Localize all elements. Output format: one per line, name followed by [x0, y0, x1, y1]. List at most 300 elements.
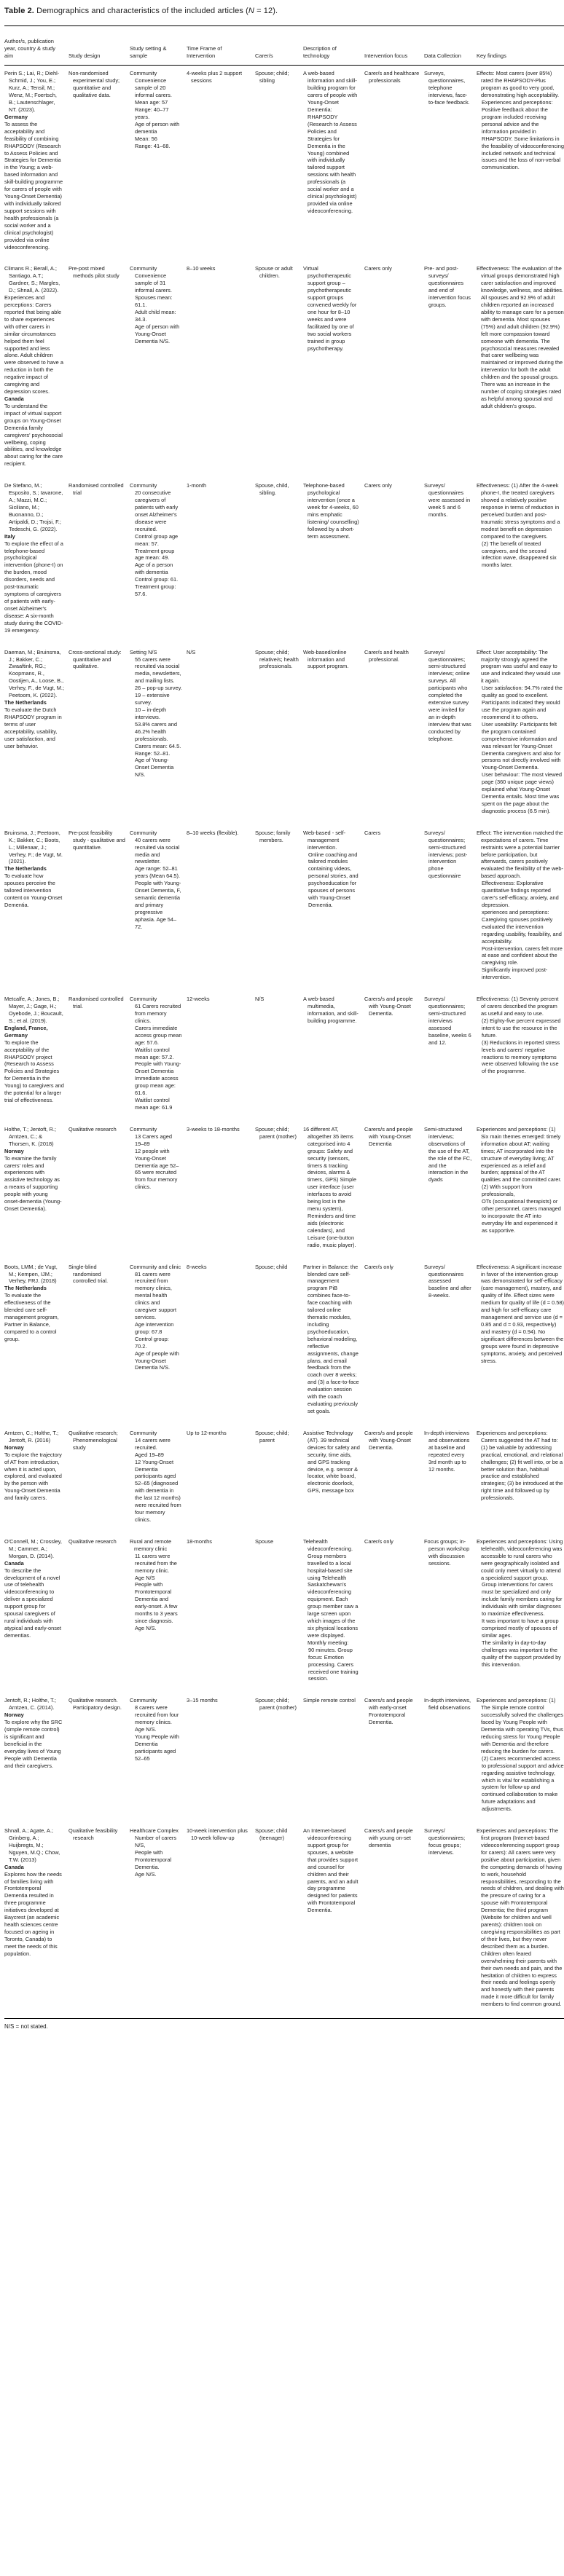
focus-text: Carers — [364, 829, 381, 836]
aim-text: To examine the family carers' roles and experiences with assistive technology as a means of supporting people with young onset-dementia (Young-Onset Dementia). — [4, 1154, 62, 1213]
cell-data-collection-line: Surveys/ questionnaires; focus groups; interviews. — [424, 1827, 466, 1856]
cell-setting-sample-line: Convenience sample of 20 informal carers. — [135, 77, 172, 99]
cell-study-design — [68, 261, 130, 478]
cell-technology-line: Virtual psychotherapeutic support group – psychotherapeutic support groups convened weekly for one hour for 8–10 weeks and were facilitated by one of two social workers trained in group psychotherapy. — [303, 265, 357, 352]
design-text: Pre-post mixed methods pilot study — [68, 265, 120, 280]
design-text: Randomised controlled trial. — [68, 996, 124, 1010]
cell-key-findings-line: Effectiveness: (1) Seventy percent of carers described the program as useful and easy to use. — [477, 996, 559, 1017]
col-header-setting-sample: Study setting & sample — [130, 26, 187, 66]
cell-timeframe — [187, 261, 255, 478]
table-caption-n: N — [248, 7, 254, 15]
cell-setting-sample — [130, 1425, 187, 1534]
cell-author-aim — [4, 1534, 68, 1693]
cell-technology-line: An Internet-based videoconferencing support group for spouses, a website that provides support and counsel for children and their parents, and an adult day programme designed for patients with Frontotemporal Dementia. — [303, 1827, 359, 1914]
demographics-table — [4, 25, 564, 2019]
authors-text: O'Connell, M.; Crossley, M.; Cammer, A.; Morgan, D. (2014). — [4, 1537, 62, 1559]
cell-key-findings-line: The similarity in day-to-day challenges was important to the quality of the support provided by this intervention. — [482, 1639, 561, 1668]
cell-key-findings-line: (2) Eighty-five percent expressed intent to use the resource in the future. — [482, 1017, 561, 1039]
cell-carers — [255, 645, 303, 825]
cell-setting-sample-line: Community — [130, 70, 157, 77]
cell-setting-sample-line: Spouses mean: 61.1. — [135, 294, 173, 309]
cell-key-findings-line: User satisfaction: 94.7% rated the quality as good to excellent. Participants indicated they would use the program again and recommend it to others. — [482, 685, 563, 720]
author-note-text: Experiences and perceptions: Carers reported that being able to share experiences with other carers in similar circumstances helped them feel supported and less alone. Adult children were observed to have a reduction in both the negative impact of caregiving and depression scores. — [4, 294, 63, 395]
cell-carers — [255, 991, 303, 1122]
cell-setting-sample-line: Age of Young-Onset Dementia N/S. — [135, 757, 174, 779]
country-text: Norway — [4, 1712, 24, 1719]
authors-text: Shnall, A.; Agate, A.; Grinberg, A.; Huijbregts, M.; Nguyen, M.Q.; Chow, T.W. (2013) — [4, 1827, 60, 1863]
cell-setting-sample — [130, 1259, 187, 1425]
cell-setting-sample-line: 40 carers were recruited via social media and newsletter. — [135, 836, 180, 865]
cell-setting-sample-line: Age of person with Young-Onset Dementia N/S. — [135, 323, 180, 344]
cell-intervention-focus — [364, 645, 424, 825]
design-text: Single-blind randomised controlled trial. — [68, 1263, 109, 1285]
carers-text: Spouse; child; parent — [255, 1429, 289, 1443]
cell-key-findings-line: Experiences and perceptions: (1) Six main themes emerged: timely information about AT; waiting times; AT incorporated into the structure of everyday living; AT experienced as a relief and burden; appraisal of the AT qualities and the committed carer. — [477, 1125, 562, 1183]
cell-data-collection — [424, 1534, 477, 1693]
cell-setting-sample-line: Immediate access group mean age: 61.6. — [135, 1075, 179, 1097]
cell-data-collection — [424, 1122, 477, 1259]
cell-setting-sample-line: People with Frontotemporal Dementia. — [135, 1848, 172, 1870]
cell-author-aim — [4, 825, 68, 991]
carers-text: Spouse or adult children. — [255, 265, 293, 280]
focus-text: Carer/s and health professional. — [364, 648, 409, 663]
focus-text: Carers/s and people with Young-Onset Dementia — [364, 1125, 413, 1147]
cell-setting-sample-line: Community — [130, 265, 157, 272]
design-text: Qualitative feasibility research — [68, 1827, 118, 1842]
cell-setting-sample-line: 8 carers were recruited from four memory clinics. — [135, 1704, 179, 1726]
cell-setting-sample-line: Treatment group age mean: 49. — [135, 547, 175, 562]
carers-text: N/S — [255, 996, 265, 1003]
design-text: Qualitative research; Phenomenological study — [68, 1429, 118, 1451]
cell-setting-sample-line: 14 carers were recruited. — [135, 1436, 171, 1451]
cell-key-findings-line: Experiences and perceptions: Carers suggested the AT had to: (1) be valuable by addressing practical, emotional, and relational challenges; (2) fit well into, or be a better solution than, habitual practice and established strategies; (3) be introduced at the right time and followed up by professionals. — [477, 1429, 563, 1502]
cell-setting-sample-line: Carers immediate access group mean age: 57.6. — [135, 1024, 182, 1046]
cell-key-findings-line: It was important to have a group comprised mostly of spouses of similar ages. — [482, 1618, 559, 1639]
table-row — [4, 1259, 564, 1425]
cell-author-aim — [4, 645, 68, 825]
table-row — [4, 991, 564, 1122]
cell-setting-sample-line: Community — [130, 996, 157, 1003]
cell-key-findings-line: Effect: User acceptability: The majority strongly agreed the program was useful and easy to use and indicated they would use it again. — [477, 648, 561, 685]
cell-author-aim — [4, 1122, 68, 1259]
cell-carers — [255, 261, 303, 478]
cell-technology — [303, 645, 364, 825]
cell-study-design — [68, 825, 130, 991]
carers-text: Spouse; child (teenager) — [255, 1827, 288, 1842]
cell-setting-sample-line: Range: 41–68. — [135, 142, 171, 149]
cell-technology — [303, 1693, 364, 1823]
aim-text: To explore the acceptability of the RHAPSODY project (Research to Assess Policies and Strategies for Dementia in the Young) to caregivers and the potential for a larger trial of effectiveness. — [4, 1039, 64, 1104]
cell-technology-line: Telephone-based psychological intervention (once a week for 4-weeks, 60 mins emphatic listening/ counselling) followed by a short-term assessment. — [303, 482, 359, 540]
cell-key-findings-line: User useability: Participants felt the program contained comprehensive information and was relevant for Young-Onset Dementia caregivers and also for persons not directly involved with Young-Onset Dementia. — [482, 720, 561, 771]
design-text: Qualitative research — [68, 1125, 117, 1133]
cell-setting-sample-line: 81 carers were recruited from memory clinics, mental health clinics and caregiver support services. — [135, 1270, 177, 1321]
cell-setting-sample-line: Aged 19–89 — [135, 1451, 164, 1458]
timeframe-text: 10-week intervention plus 10-week follow-up — [187, 1827, 248, 1842]
focus-text: Carer/s only — [364, 1537, 393, 1545]
cell-setting-sample-line: Mean: 56 — [135, 135, 157, 142]
table-row — [4, 1693, 564, 1823]
focus-text: Carers only — [364, 265, 392, 272]
cell-setting-sample-line: Waitlist control mean age: 61.9 — [135, 1097, 173, 1111]
cell-setting-sample — [130, 991, 187, 1122]
cell-technology-line: Telehealth videoconferencing. Group members travelled to a local hospital-based site using Telehealth Saskatchewan's videoconferencing equipment. Each group member saw a large screen upon which images of the six physical locations were displayed. Monthly meeting: — [303, 1537, 359, 1646]
cell-data-collection — [424, 645, 477, 825]
focus-text: Carers/s and people with early-onset Frontotemporal Dementia. — [364, 1697, 413, 1726]
cell-data-collection — [424, 1425, 477, 1534]
cell-data-collection-line: Surveys/ questionnaires were assessed in week 5 and 6 months. — [424, 482, 471, 518]
cell-setting-sample-line: Age N/S. — [135, 1624, 157, 1631]
cell-key-findings — [477, 1259, 564, 1425]
timeframe-text: 8–10 weeks (flexible). — [187, 829, 239, 836]
cell-technology — [303, 1425, 364, 1534]
cell-data-collection — [424, 478, 477, 644]
timeframe-text: 12-weeks — [187, 996, 210, 1003]
cell-key-findings — [477, 825, 564, 991]
table-row — [4, 1534, 564, 1693]
cell-author-aim — [4, 1693, 68, 1823]
col-header-data-collection: Data Collection — [424, 26, 477, 66]
cell-key-findings — [477, 478, 564, 644]
cell-setting-sample-line: Carers mean: 64.5. — [135, 742, 181, 749]
cell-setting-sample-line: 10 – in-depth interviews. — [135, 706, 167, 720]
cell-intervention-focus — [364, 1693, 424, 1823]
focus-text: Carer/s only — [364, 1263, 393, 1270]
cell-study-design — [68, 66, 130, 261]
cell-study-design — [68, 478, 130, 644]
cell-timeframe — [187, 645, 255, 825]
cell-setting-sample-line: 61 Carers recruited from memory clinics. — [135, 1003, 181, 1024]
table-row — [4, 478, 564, 644]
cell-setting-sample-line: Age of people with Young-Onset Dementia N/S. — [135, 1350, 179, 1371]
cell-setting-sample-line: 53.8% carers and 46.2% health professionals. — [135, 720, 177, 742]
cell-study-design — [68, 1122, 130, 1259]
cell-setting-sample — [130, 478, 187, 644]
cell-technology-line: A web-based information and skill-building program for carers of people with Young-Onset Dementia: RHAPSODY (Research to Assess Policies and Strategies for Dementia in the Young) combined with individually tailored support sessions with health professionals (a social worker and a clinical psychologist) provided via online videoconferencing. — [303, 70, 358, 214]
cell-carers — [255, 1259, 303, 1425]
cell-setting-sample-line: Healthcare Complex — [130, 1827, 179, 1835]
cell-author-aim — [4, 991, 68, 1122]
cell-technology-line: Web-based - self-management intervention. — [303, 829, 346, 851]
aim-text: To explore the trajectory of AT from introduction, when it is acted upon, explored, and evaluated by the person with Young-Onset Dementia and family carers. — [4, 1451, 62, 1502]
aim-text: To evaluate how spouses perceive the tailored intervention content on Young-Onset Dementia. — [4, 873, 63, 909]
col-header-key-findings: Key findings — [477, 26, 564, 66]
aim-text: To evaluate the Dutch RHAPSODY program in terms of user acceptability, usability, user satisfaction, and user behavior. — [4, 706, 62, 749]
cell-setting-sample-line: Treatment group: 57.6. — [135, 583, 176, 598]
cell-technology — [303, 1823, 364, 2019]
authors-text: Perin S.; Lai, R.; Diehl-Schmid, J.; You, E.; Kurz, A.; Tensil, M.; Wenz, M.; Foertsch, B.; Lautenschlager, NT. (2023). — [4, 70, 60, 113]
cell-key-findings — [477, 645, 564, 825]
cell-key-findings-line: Significantly improved post-intervention. — [482, 966, 548, 981]
cell-author-aim — [4, 66, 68, 261]
aim-text: To describe the development of a novel use of telehealth videoconferencing to deliver a specialized support group for spousal caregivers of rural individuals with atypical and early-onset dementias. — [4, 1567, 62, 1639]
aim-text: To explore why the SRC (simple remote control) is significant and beneficial in the everyday lives of Young People with Dementia and their caregivers. — [4, 1719, 63, 1769]
cell-key-findings-line: Effect: The intervention matched the expectations of carers. Time restraints were a potential barrier before participation, but afterwards, carers positively evaluated the flexibility of the web-based approach. — [477, 829, 563, 880]
cell-intervention-focus — [364, 261, 424, 478]
cell-carers — [255, 478, 303, 644]
timeframe-text: 4-weeks plus 2 support sessions — [187, 70, 242, 84]
cell-setting-sample — [130, 66, 187, 261]
cell-setting-sample — [130, 1693, 187, 1823]
cell-setting-sample-line: Age N/S. — [135, 1870, 157, 1878]
cell-setting-sample-line: 12 Young-Onset Dementia participants aged 52–65 (diagnosed with dementia in the last 12 months) were recruited from four memory clinics. — [135, 1458, 181, 1523]
country-text: Norway — [4, 1147, 24, 1154]
cell-setting-sample-line: Adult child mean: 34.3. — [135, 308, 176, 323]
cell-setting-sample-line: 55 carers were recruited via social media, newsletters, and mailing lists. — [135, 655, 181, 685]
cell-data-collection — [424, 991, 477, 1122]
cell-setting-sample-line: 19 – extensive survey. — [135, 692, 170, 706]
cell-technology-line: Web-based/online information and support program. — [303, 648, 349, 670]
cell-setting-sample-line: People with Frontotemporal Dementia and early-onset. A few months to 3 years since diagnosis. — [135, 1581, 178, 1625]
cell-key-findings-line: (2) With support from professionals, — [482, 1183, 533, 1198]
cell-setting-sample-line: Community — [130, 1697, 157, 1704]
cell-key-findings — [477, 1122, 564, 1259]
aim-text: To assess the acceptability and feasibility of combining RHAPSODY (Research to Assess Policies and Strategies for Dementia in the Young; a web-based information and skill-building programme for carers of people with Young-Onset Dementia) with individually tailored support sessions with health professionals (a social worker and a clinical psychologist) provided via online videoconferencing. — [4, 120, 63, 251]
authors-text: Arntzen, C.; Holthe, T.; Jentoft, R. (2016) — [4, 1429, 59, 1443]
cell-intervention-focus — [364, 1823, 424, 2019]
cell-setting-sample-line: 11 carers were recruited from the memory clinic. — [135, 1552, 177, 1574]
timeframe-text: N/S — [187, 648, 196, 655]
cell-key-findings — [477, 1534, 564, 1693]
cell-technology-line: 90 minutes. Group focus: Emotion processing. Carers received one training session. — [308, 1646, 359, 1682]
table-body — [4, 66, 564, 2019]
focus-text: Carer/s and healthcare professionals — [364, 70, 420, 84]
country-text: The Netherlands — [4, 865, 47, 873]
country-text: The Netherlands — [4, 699, 47, 706]
cell-key-findings-line: User behaviour: The most viewed page (360 unique page views) explained what Young-Onset Dementia entails. Most time was spent on the page about the diagnostic process (6.5 min). — [482, 771, 562, 814]
country-text: The Netherlands — [4, 1285, 47, 1292]
cell-key-findings-line: Post-intervention, carers felt more at ease and confident about the caregiving role. — [482, 945, 563, 966]
cell-setting-sample-line: Range: 40–77 years. — [135, 106, 169, 120]
cell-setting-sample-line: Range: 52–81. — [135, 749, 171, 757]
cell-data-collection-line: Surveys/ questionnaires; semi-structured interviews; post-intervention phone questionnaire — [424, 829, 468, 880]
cell-author-aim — [4, 1823, 68, 2019]
aim-text: To explore the effect of a telephone-based psychological intervention (phone-I) on the burden, mood disorders, needs and post-traumatic symptoms of caregivers of patients with early-onset Alzheimer's disease: A six-month study during the COVID-19 emergency. — [4, 540, 63, 634]
cell-intervention-focus — [364, 478, 424, 644]
cell-intervention-focus — [364, 825, 424, 991]
table-row — [4, 825, 564, 991]
col-header-author-aim: Author/s, publication year, country & study aim — [4, 26, 68, 66]
cell-data-collection-line: Pre- and post-surveys/ questionnaires and end of intervention focus groups. — [424, 265, 471, 309]
cell-key-findings-line: Experiences and perceptions: Positive feedback about the program included receiving personal advice and the information provided in RHAPSODY. Some limitations in the feasibility of videoconferencing included network and technical issues and the loss of non-verbal communication. — [482, 99, 564, 171]
cell-intervention-focus — [364, 66, 424, 261]
cell-timeframe — [187, 66, 255, 261]
cell-timeframe — [187, 825, 255, 991]
cell-key-findings-line: Experiences and perceptions: Using telehealth, videoconferencing was accessible to rural carers who were geographically isolated and could only meet virtually to attend a specialized support group. — [477, 1537, 563, 1581]
cell-data-collection — [424, 1693, 477, 1823]
cell-timeframe — [187, 478, 255, 644]
timeframe-text: 8-weeks — [187, 1263, 207, 1270]
cell-setting-sample-line: 26 – pop-up survey. — [135, 685, 182, 692]
cell-author-aim — [4, 261, 68, 478]
cell-setting-sample-line: 20 consecutive caregivers of patients with early onset Alzheimer's disease were recruited. — [135, 489, 179, 532]
cell-key-findings-line: (3) Reductions in reported stress levels and carers' negative reactions to memory symptoms were observed following the use of the programme. — [482, 1039, 560, 1075]
cell-timeframe — [187, 1425, 255, 1534]
cell-technology — [303, 261, 364, 478]
cell-study-design — [68, 1823, 130, 2019]
carers-text: Spouse; child; relative/s; health professionals. — [255, 648, 299, 670]
cell-data-collection-line: Surveys/ questionnaires; semi-structured interviews; online surveys. All participants who completed the extensive survey were invited for an in-depth interview that was conducted by telephone. — [424, 648, 471, 742]
cell-setting-sample-line: People with Young-Onset Dementia, F, semantic dementia and primary progressive aphasia. Age 54–72. — [135, 880, 181, 930]
cell-technology-line: A web-based multimedia, information, and skill-building programme. — [303, 996, 359, 1024]
country-text: Canada — [4, 1559, 24, 1567]
cell-intervention-focus — [364, 991, 424, 1122]
country-text: Canada — [4, 1863, 24, 1870]
design-text: Cross-sectional study: quantitative and qualitative. — [68, 648, 122, 670]
cell-technology-line: Simple remote control — [303, 1697, 356, 1704]
country-text: England, France, Germany — [4, 1024, 48, 1039]
timeframe-text: 3–15 months — [187, 1697, 218, 1704]
cell-study-design — [68, 1259, 130, 1425]
cell-setting-sample-line: Community and clinic — [130, 1263, 181, 1270]
focus-text: Carers/s and people with Young-Onset Dementia. — [364, 1429, 413, 1451]
aim-text: To understand the impact of virtual support groups on Young-Onset Dementia family caregivers' psychosocial wellbeing, coping abilities, and knowledge about caring for the care recipient. — [4, 402, 63, 468]
cell-key-findings — [477, 1693, 564, 1823]
focus-text: Carers only — [364, 482, 392, 489]
timeframe-text: 8–10 weeks — [187, 265, 216, 272]
cell-key-findings-line: Effectiveness: Explorative quantitative findings reported carer's self-efficacy, anxiety, and depression. — [482, 880, 559, 909]
cell-setting-sample-line: Control group: 61. — [135, 576, 179, 583]
design-text: Randomised controlled trial — [68, 482, 124, 497]
cell-setting-sample-line: 13 Carers aged 19–89 — [135, 1133, 172, 1147]
table-row — [4, 1425, 564, 1534]
authors-text: Boots, LMM.; de Vugt, M.; Kempen, IJM.; Verhey, FRJ. (2018) — [4, 1263, 58, 1285]
cell-study-design — [68, 1693, 130, 1823]
cell-timeframe — [187, 1259, 255, 1425]
cell-intervention-focus — [364, 1259, 424, 1425]
cell-key-findings-line: xperiences and perceptions: Caregiving spouses positively evaluated the intervention regarding usability, feasibility, and acceptability. — [482, 908, 562, 945]
cell-setting-sample — [130, 261, 187, 478]
col-header-timeframe: Time Frame of Intervention — [187, 26, 255, 66]
cell-key-findings-line: Experiences and perceptions: The first program (Internet-based videoconferencing support group for carers): All carers were very positive about participation, given the competing demands of having to work, household responsibilities, responding to the needs of children, and dealing with the pressure of caring for a spouse with Frontotemporal Dementia; the third program (Website for children and well parents): children took on caregiving responsibilities as part of their lives, but they never described them as a burden. Children often feared overwhelming their parents with their own needs and pain, and the hesitation of children to express their needs and feelings openly and honestly with their parents made it more difficult for family members to find common ground. — [477, 1827, 564, 2008]
country-text: Norway — [4, 1443, 24, 1451]
cell-intervention-focus — [364, 1534, 424, 1693]
cell-data-collection — [424, 66, 477, 261]
header-row — [4, 26, 564, 66]
design-text: Non-randomised experimental study; quantitative and qualitative data. — [68, 70, 120, 99]
cell-technology — [303, 1534, 364, 1693]
cell-setting-sample-line: Age of a person with dementia — [135, 562, 173, 576]
cell-setting-sample-line: Young People with Dementia participants aged 52–65 — [135, 1733, 179, 1762]
cell-data-collection — [424, 261, 477, 478]
table-footnote: N/S = not stated. — [4, 2023, 48, 2031]
cell-setting-sample-line: Rural and remote memory clinic — [130, 1537, 172, 1552]
table-row — [4, 261, 564, 478]
table-row — [4, 66, 564, 261]
cell-setting-sample-line: People with Young-Onset Dementia — [135, 1060, 181, 1075]
cell-setting-sample-line: Age N/S. — [135, 1726, 157, 1733]
cell-key-findings-line: Effects: Most carers (over 85%) rated the RHAPSODY-Plus program as good to very good, demonstrating high acceptability. — [477, 70, 560, 99]
cell-setting-sample-line: Age of person with dementia — [135, 120, 180, 135]
cell-setting-sample-line: 12 people with Young-Onset Dementia age 52–65 were recruited from four memory clinics. — [135, 1147, 179, 1191]
cell-setting-sample-line: Community — [130, 482, 157, 489]
cell-setting-sample-line: Number of carers N/S, — [135, 1835, 177, 1848]
cell-carers — [255, 1693, 303, 1823]
cell-carers — [255, 1534, 303, 1693]
cell-setting-sample — [130, 1122, 187, 1259]
cell-data-collection-line: In-depth interviews, field observations — [424, 1697, 471, 1712]
cell-data-collection-line: In-depth interviews and observations at baseline and repeated every 3rd month up to 12 months. — [424, 1429, 470, 1473]
authors-text: Climans R.; Berall, A.; Santiago, A.T.; Gardner, S.; Margles, D.; Shnall, A. (2022). — [4, 265, 60, 294]
focus-text: Carers/s and people with Young-Onset Dementia. — [364, 996, 413, 1017]
aim-text: Explores how the needs of families living with Frontotemporal Dementia resulted in three programme initiatives developed at Baycrest (an academic health sciences centre focused on ageing in Toronto, Canada) to meet the needs of this population. — [4, 1870, 62, 1957]
authors-text: Bruinsma, J.; Peetoom, K.; Bakker, C.; Boots, L.; Millenaar, J.; Verhey, F.; de Vugt, M. (2021). — [4, 829, 63, 865]
cell-data-collection-line: Focus groups; in-person workshop with discussion sessions. — [424, 1537, 470, 1567]
cell-setting-sample-line: Community — [130, 829, 157, 836]
cell-setting-sample-line: Community — [130, 1429, 157, 1436]
cell-data-collection — [424, 1823, 477, 2019]
carers-text: Spouse; family members. — [255, 829, 291, 843]
timeframe-text: 18-months — [187, 1537, 212, 1545]
cell-study-design — [68, 991, 130, 1122]
table-caption-text-pre: Demographics and characteristics of the included articles ( — [36, 7, 248, 15]
cell-study-design — [68, 1425, 130, 1534]
table-caption-label: Table 2. — [4, 7, 34, 15]
authors-text: Jentoft, R.; Holthe, T.; Arntzen, C. (2014). — [4, 1697, 56, 1712]
cell-technology-line: 16 different AT, altogether 35 items categorised into 4 groups: Safety and security (sensors, timers & tracking devices, alarms & timers, GPS) Simple user interface (user interfaces to avoid being lost in the menu system), Reminders and time aids (electronic calendars), and Leisure (one-button radio, music player). — [303, 1125, 356, 1248]
cell-key-findings-line: (2) Carers recommended access to professional support and advice regarding assistive technology, which is vital for establishing a system for follow-up and continued collaboration to make future adaptations and adjustments. — [482, 1754, 564, 1813]
cell-setting-sample-line: Control group: 70.2. — [135, 1335, 169, 1350]
country-text: Germany — [4, 113, 28, 120]
cell-key-findings — [477, 66, 564, 261]
cell-key-findings-line: (2) The benefit of treated caregivers, and the second infection wave, disappeared six months later. — [482, 540, 557, 569]
cell-author-aim — [4, 1425, 68, 1534]
cell-setting-sample — [130, 1534, 187, 1693]
cell-key-findings-line: OTs (occupational therapists) or other personnel, carers managed to incorporate the AT into everyday life and experienced it as supportive. — [482, 1198, 561, 1234]
cell-data-collection-line: Surveys/ questionnaires; semi-structured interviews assessed baseline, weeks 6 and 12. — [424, 996, 471, 1046]
cell-technology — [303, 991, 364, 1122]
cell-intervention-focus — [364, 1425, 424, 1534]
table-row — [4, 645, 564, 825]
focus-text: Carers/s and people with young on-set dementia — [364, 1827, 413, 1848]
cell-technology — [303, 478, 364, 644]
cell-intervention-focus — [364, 1122, 424, 1259]
cell-setting-sample-line: Mean age: 57 — [135, 99, 168, 106]
design-text: Qualitative research — [68, 1537, 117, 1545]
cell-setting-sample-line: Community — [130, 1125, 157, 1133]
cell-study-design — [68, 645, 130, 825]
carers-text: Spouse; child; parent (mother) — [255, 1697, 297, 1712]
cell-setting-sample-line: Age intervention group: 67.8 — [135, 1320, 174, 1335]
cell-carers — [255, 1823, 303, 2019]
table-caption-text-post: = 12). — [254, 7, 278, 15]
cell-setting-sample-line: Age range: 52–81 years (Mean 64.5). — [135, 865, 181, 880]
cell-key-findings-line: Effectiveness: (1) After the 4-week phone-I, the treated caregivers showed a relatively positive response in terms of reduction in perceived burden and post-traumatic stress symptoms and a modest benefit on depression compared to the caregivers. — [477, 482, 560, 540]
col-header-study-design: Study design — [68, 26, 130, 66]
authors-text: De Stefano, M.; Esposito, S.; Iavarone, A.; Mazzi, M.C.; Siciliano, M.; Buonanno, D.; Artipaldi, D.; Trojsi, F.; Tedeschi, G. (2022). — [4, 482, 63, 532]
table-row — [4, 1823, 564, 2019]
cell-key-findings-line: Effectiveness: A significant increase in favor of the intervention group was demonstrated for self-efficacy (care management), mastery, and quality of life. Effect sizes were medium for quality of life (d = 0.58) and high for self-efficacy care management and service use (d = 0.85 and d = 0.93, respectively) and mastery (d = 0.94). No significant differences between the groups were found in depressive symptoms, anxiety, and perceived stress. — [477, 1263, 564, 1364]
country-text: Italy — [4, 532, 15, 540]
cell-setting-sample — [130, 1823, 187, 2019]
cell-timeframe — [187, 991, 255, 1122]
cell-setting-sample-line: Convenience sample of 31 informal carers. — [135, 272, 172, 294]
cell-timeframe — [187, 1823, 255, 2019]
cell-key-findings-line: Effectiveness: The evaluation of the virtual groups demonstrated high carer satisfaction and improved knowledge, wellness, and abilities. All spouses and 92.9% of adult children reported an increased ability to manage care for a person with dementia. Most spouses (75%) and adult children (92.9%) felt more compassion toward someone with dementia. The psychosocial measures revealed that carer wellbeing was maintained or improved during the intervention for both the adult children and the spousal groups. There was an increase in the number of coping strategies rated as helpful among spousal and adult children's groups. — [477, 265, 564, 409]
carers-text: Spouse — [255, 1537, 274, 1545]
cell-author-aim — [4, 478, 68, 644]
cell-technology-line: Assistive Technology (AT). 39 technical devices for safety and security, time aids, and GPS tracking device, e.g. sensor & locator, white board, electronic doorlock, GPS, message box — [303, 1429, 360, 1494]
cell-author-aim — [4, 1259, 68, 1425]
authors-text: Holthe, T.; Jentoft, R.; Arntzen, C.; & Thorsen, K. (2018) — [4, 1125, 56, 1147]
cell-setting-sample — [130, 825, 187, 991]
cell-data-collection-line: Surveys/ questionnaires assessed baseline and after 8-weeks. — [424, 1263, 471, 1299]
cell-timeframe — [187, 1693, 255, 1823]
cell-technology-line: Partner in Balance: the blended care self-management program PiB combines face-to-face coaching with tailored online thematic modules, including psychoeducation, behavioral modeling, reflective assignments, change plans, and email feedback from the coach over 8 weeks; and (3) a face-to-face evaluation session with the coach evaluating previously set goals. — [303, 1263, 359, 1415]
cell-data-collection — [424, 1259, 477, 1425]
carers-text: Spouse; child — [255, 1263, 288, 1270]
carers-text: Spouse; child; sibling — [255, 70, 289, 84]
